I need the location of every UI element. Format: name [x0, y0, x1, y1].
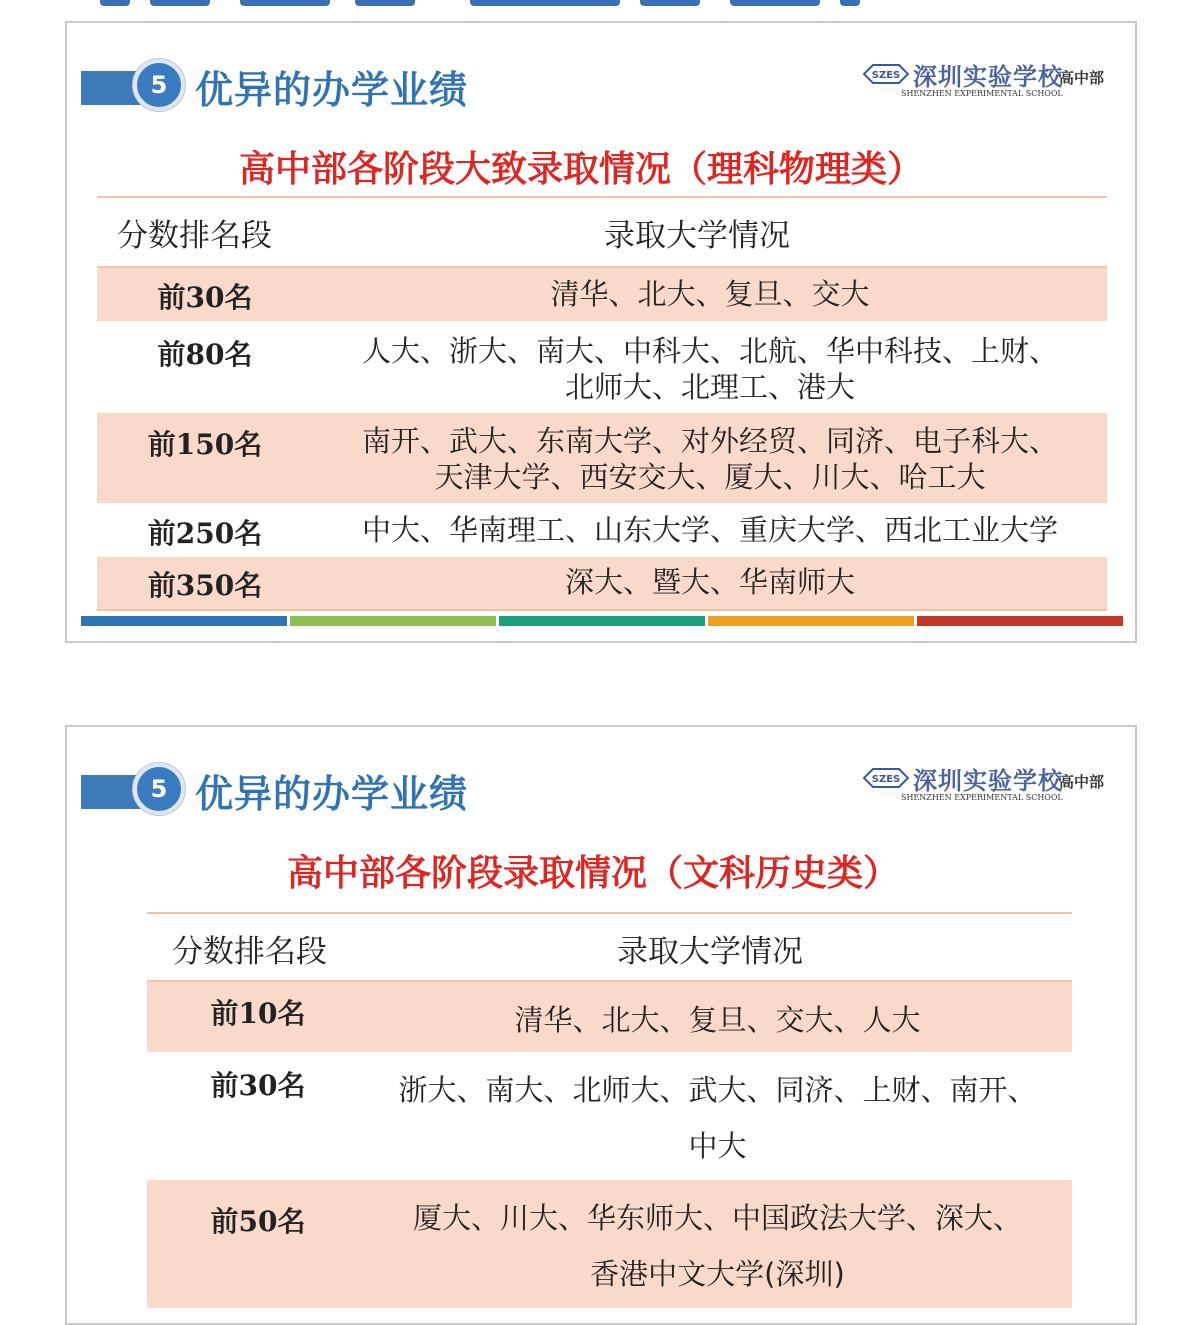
- universities-cell: 厦大、川大、华东师大、中国政法大学、深大、 香港中文大学(深圳): [412, 1201, 1022, 1291]
- universities-cell: 南开、武大、东南大学、对外经贸、同济、电子科大、 天津大学、西安交大、厦大、川大、哈工大: [361, 424, 1058, 494]
- header-universities: 录取大学情况: [617, 934, 803, 970]
- universities-cell: 浙大、南大、北师大、武大、同济、上财、南开、 中大: [398, 1073, 1037, 1163]
- school-logo: [863, 57, 1111, 103]
- table-row: [97, 557, 1107, 609]
- slide-title: 高中部各阶段大致录取情况（理科物理类）: [238, 149, 923, 190]
- table-row: [97, 503, 1107, 557]
- rank-cell: 前50名: [210, 1205, 306, 1238]
- table-bottom-rule: [97, 609, 1107, 611]
- school-dept: 高中部: [1059, 773, 1105, 791]
- section-number-badge: 5: [133, 763, 185, 815]
- rank-cell: 前30名: [210, 1069, 306, 1102]
- rank-cell: 前150名: [147, 428, 263, 461]
- section-number-badge: 5: [133, 59, 185, 111]
- universities-cell: 深大、暨大、华南师大: [564, 565, 855, 599]
- header-rank: 分数排名段: [172, 934, 327, 970]
- svg-text:SZES: SZES: [871, 70, 901, 81]
- school-name: 深圳实验学校: [913, 62, 1063, 91]
- header-universities: 录取大学情况: [604, 218, 790, 254]
- school-dept: 高中部: [1059, 69, 1105, 87]
- rank-cell: 前10名: [210, 997, 306, 1030]
- table-row: [147, 1052, 1072, 1180]
- previous-slide-edge: [0, 0, 1200, 10]
- svg-text:SZES: SZES: [871, 774, 901, 785]
- universities-cell: 人大、浙大、南大、中科大、北航、华中科技、上财、 北师大、北理工、港大: [361, 334, 1058, 404]
- table-row: [97, 321, 1107, 413]
- school-name: 深圳实验学校: [913, 766, 1063, 795]
- rank-cell: 前30名: [157, 281, 253, 314]
- admissions-table: [147, 912, 1072, 1308]
- school-logo: [863, 761, 1111, 807]
- color-stripe: [81, 616, 1123, 626]
- rank-cell: 前80名: [157, 338, 253, 371]
- header-accent-bar: [81, 71, 141, 105]
- szes-emblem-icon: [863, 767, 909, 789]
- table-row: [97, 268, 1107, 321]
- header-accent-bar: [81, 775, 141, 809]
- universities-cell: 清华、北大、复旦、交大: [550, 277, 870, 311]
- table-header: [97, 198, 1107, 266]
- table-row: [97, 413, 1107, 503]
- table-header: [147, 914, 1072, 980]
- section-title: 优异的办学业绩: [195, 68, 469, 112]
- rank-cell: 前350名: [147, 569, 263, 602]
- rank-cell: 前250名: [147, 517, 263, 550]
- table-row: [147, 1180, 1072, 1308]
- header-rank: 分数排名段: [117, 218, 272, 254]
- szes-emblem-icon: [863, 63, 909, 85]
- slide-title: 高中部各阶段录取情况（文科历史类）: [286, 853, 899, 894]
- admissions-table: [97, 196, 1107, 611]
- universities-cell: 中大、华南理工、山东大学、重庆大学、西北工业大学: [361, 513, 1058, 547]
- slide-science-admissions: [65, 21, 1137, 643]
- school-english-name: SHENZHEN EXPERIMENTAL SCHOOL: [901, 89, 1063, 98]
- slide-humanities-admissions: [65, 725, 1137, 1325]
- table-row: [147, 982, 1072, 1052]
- universities-cell: 清华、北大、复旦、交大、人大: [514, 1003, 921, 1037]
- school-english-name: SHENZHEN EXPERIMENTAL SCHOOL: [901, 793, 1063, 802]
- section-title: 优异的办学业绩: [195, 772, 469, 816]
